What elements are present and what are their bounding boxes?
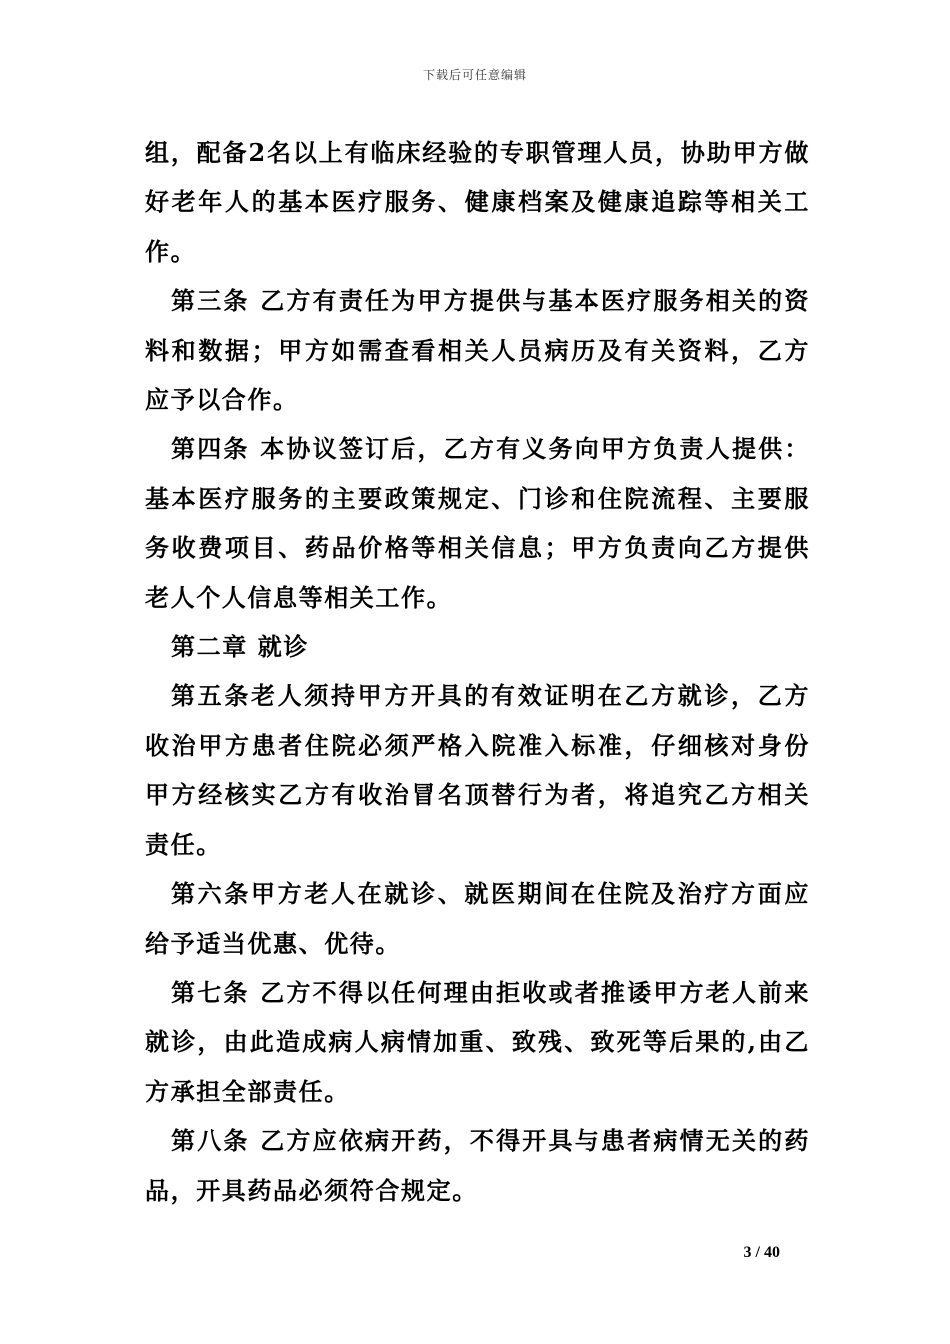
paragraph-article-6: 第六条甲方老人在就诊、就医期间在住院及治疗方面应给予适当优惠、优待。 bbox=[145, 879, 810, 958]
paragraph-article-8: 第八条 乙方应依病开药，不得开具与患者病情无关的药品，开具药品必须符合规定。 bbox=[145, 1126, 810, 1205]
page-number: 3 / 40 bbox=[743, 1244, 780, 1261]
document-body bbox=[145, 128, 810, 1215]
header-note: 下载后可任意编辑 bbox=[422, 68, 527, 82]
paragraph-article-4: 第四条 本协议签订后，乙方有义务向甲方负责人提供：基本医疗服务的主要政策规定、门诊和住院流程、主要服务收费项目、药品价格等相关信息；甲方负责向乙方提供老人个人信息等相关工作。 bbox=[145, 434, 810, 612]
paragraph-article-3: 第三条 乙方有责任为甲方提供与基本医疗服务相关的资料和数据；甲方如需查看相关人员病历及有关资料，乙方应予以合作。 bbox=[145, 286, 810, 415]
paragraph-continuation: 组，配备2名以上有临床经验的专职管理人员，协助甲方做好老年人的基本医疗服务、健康档案及健康追踪等相关工作。 bbox=[145, 138, 810, 266]
chapter-heading: 第二章 就诊 bbox=[171, 632, 309, 662]
paragraph-article-7: 第七条 乙方不得以任何理由拒收或者推诿甲方老人前来就诊，由此造成病人病情加重、致残、致死等后果的,由乙方承担全部责任。 bbox=[145, 977, 810, 1106]
paragraph-article-5: 第五条老人须持甲方开具的有效证明在乙方就诊，乙方收治甲方患者住院必须严格入院准入标准，仔细核对身份甲方经核实乙方有收治冒名顶替行为者，将追究乙方相关责任。 bbox=[145, 681, 810, 859]
